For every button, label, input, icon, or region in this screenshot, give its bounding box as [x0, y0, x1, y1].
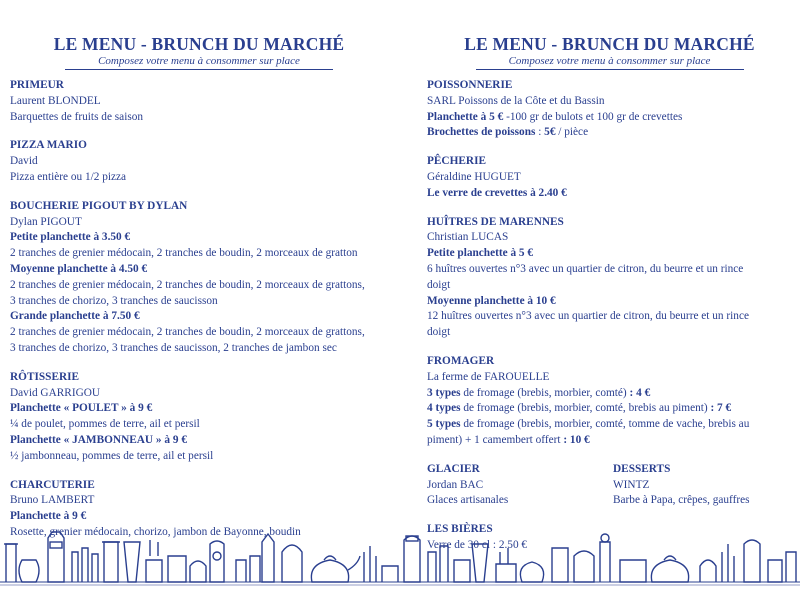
- menu-text-bold: Petite planchette à 3.50 €: [10, 231, 131, 244]
- menu-section: [10, 199, 388, 357]
- section-title: GLACIER: [427, 462, 480, 475]
- menu-section: [427, 78, 792, 141]
- menu-text: -100 gr de bulots et 100 gr de crevettes: [503, 110, 683, 123]
- menu-text: Dylan PIGOUT: [10, 215, 82, 228]
- menu-text: SARL Poissons de la Côte et du Bassin: [427, 94, 605, 107]
- menu-text: 12 huîtres ouvertes n°3 avec un quartier de citron, du beurre et un rince: [427, 310, 749, 323]
- menu-text: de fromage (brebis, morbier, comté, tomme de vache, brebis au: [460, 418, 750, 431]
- menu-text: David GARRIGOU: [10, 386, 101, 399]
- title-underline: [476, 69, 744, 70]
- menu-text: 3 tranches de chorizo, 3 tranches de saucisson: [10, 294, 218, 307]
- section-title: FROMAGER: [427, 354, 495, 367]
- menu-text: Laurent BLONDEL: [10, 94, 101, 107]
- section-title: PÊCHERIE: [427, 155, 487, 168]
- menu-text: 2 tranches de grenier médocain, 2 tranches de boudin, 2 morceaux de gratton: [10, 247, 358, 260]
- menu-text: / pièce: [555, 126, 589, 139]
- menu-title: LE MENU - BRUNCH DU MARCHÉ: [53, 34, 345, 54]
- menu-text: Géraldine HUGUET: [427, 170, 521, 183]
- menu-line: [10, 417, 388, 433]
- menu-text: Glaces artisanales: [427, 494, 509, 507]
- menu-line: [10, 449, 388, 465]
- menu-text: David: [10, 155, 38, 168]
- menu-text-bold: Planchette « JAMBONNEAU » à 9 €: [10, 433, 187, 446]
- menu-line: [427, 278, 792, 294]
- menu-text: Barbe à Papa, crêpes, gauffres: [613, 494, 750, 507]
- section-title: BOUCHERIE PIGOUT BY DYLAN: [10, 199, 188, 212]
- menu-subtitle: Composez votre menu à consommer sur place: [508, 55, 711, 67]
- menu-text: Barquettes de fruits de saison: [10, 110, 144, 123]
- section-title: PIZZA MARIO: [10, 139, 87, 152]
- menu-text-bold: : 10 €: [563, 433, 590, 446]
- menu-line: [10, 294, 388, 310]
- menu-text-bold: Le verre de crevettes à 2.40 €: [427, 186, 567, 199]
- menu-column-right: [427, 34, 792, 567]
- menu-text-bold: 5 types: [427, 418, 461, 431]
- menu-line: [427, 262, 792, 278]
- menu-line: [10, 170, 388, 186]
- menu-section: [427, 154, 792, 201]
- menu-text: doigt: [427, 278, 451, 291]
- menu-line: [10, 401, 388, 417]
- menu-text: Christian LUCAS: [427, 231, 509, 244]
- section-title: CHARCUTERIE: [10, 478, 95, 491]
- menu-text-bold: Grande planchette à 7.50 €: [10, 310, 140, 323]
- menu-text: 6 huîtres ouvertes n°3 avec un quartier de citron, du beurre et un rince: [427, 262, 744, 275]
- section-title: LES BIÈRES: [427, 523, 493, 536]
- menu-line: [427, 433, 792, 449]
- menu-line: [10, 154, 388, 170]
- menu-text-bold: Moyenne planchette à 4.50 €: [10, 262, 148, 275]
- menu-line: [427, 294, 792, 310]
- menu-section: [10, 138, 388, 185]
- section-title: HUÎTRES DE MARENNES: [427, 215, 564, 228]
- menu-line: [427, 186, 792, 202]
- menu-line: [10, 215, 388, 231]
- menu-line: [427, 478, 613, 494]
- menu-line: [10, 110, 388, 126]
- menu-text: ½ jambonneau, pommes de terre, ail et persil: [10, 449, 214, 462]
- menu-section: [427, 215, 792, 341]
- menu-line: [427, 325, 792, 341]
- menu-text-bold: : 4 €: [629, 386, 651, 399]
- menu-line: [10, 94, 388, 110]
- menu-text: 2 tranches de grenier médocain, 2 tranches de boudin, 2 morceaux de grattons,: [10, 326, 365, 339]
- menu-header-left: [10, 34, 388, 70]
- menu-text: doigt: [427, 326, 451, 339]
- section-title: POISSONNERIE: [427, 79, 513, 91]
- menu-section: [427, 354, 792, 449]
- menu-text: piment) + 1 camembert offert: [427, 433, 564, 446]
- menu-line: [10, 309, 388, 325]
- left-sections: [10, 78, 388, 541]
- menu-text: La ferme de FAROUELLE: [427, 370, 550, 383]
- menu-text: Pizza entière ou 1/2 pizza: [10, 170, 127, 183]
- menu-text: de fromage (brebis, morbier, comté, brebis au piment): [460, 402, 711, 415]
- menu-text: :: [535, 126, 545, 139]
- menu-line: [613, 493, 750, 509]
- menu-line: [10, 386, 388, 402]
- menu-text-bold: Petite planchette à 5 €: [427, 247, 534, 260]
- title-underline: [65, 69, 333, 70]
- menu-text: Verre de 30 cl : 2.50 €: [427, 538, 528, 551]
- menu-line: [10, 278, 388, 294]
- menu-line: [427, 170, 792, 186]
- section-title: RÔTISSERIE: [10, 370, 80, 383]
- menu-line: [10, 262, 388, 278]
- menu-text: Bruno LAMBERT: [10, 494, 95, 507]
- menu-line: [427, 110, 792, 126]
- menu-line: [427, 401, 792, 417]
- section-title: PRIMEUR: [10, 79, 64, 91]
- menu-text: 3 tranches de chorizo, 3 tranches de saucisson, 2 tranches de jambon sec: [10, 341, 337, 354]
- menu-line: [427, 246, 792, 262]
- menu-text-bold: : 7 €: [710, 402, 732, 415]
- menu-line: [427, 230, 792, 246]
- menu-text-bold: 5€: [544, 126, 556, 139]
- menu-section: [613, 462, 750, 509]
- menu-line: [427, 309, 792, 325]
- menu-line: [613, 478, 750, 494]
- menu-text: ¼ de poulet, pommes de terre, ail et persil: [10, 418, 200, 431]
- menu-section: [10, 78, 388, 125]
- menu-text-bold: Planchette à 9 €: [10, 510, 87, 523]
- menu-line: [10, 246, 388, 262]
- menu-text: Rosette, grenier médocain, chorizo, jambon de Bayonne, boudin: [10, 525, 301, 538]
- menu-text: de fromage (brebis, morbier, comté): [460, 386, 630, 399]
- menu-text-bold: Brochettes de poissons: [427, 126, 536, 139]
- menu-line: [427, 94, 792, 110]
- menu-line: [10, 433, 388, 449]
- menu-section: [427, 462, 613, 509]
- menu-section: [10, 370, 388, 465]
- menu-line: [427, 125, 792, 141]
- menu-line: [10, 230, 388, 246]
- menu-line: [427, 386, 792, 402]
- menu-text: WINTZ: [613, 478, 650, 491]
- menu-subtitle: Composez votre menu à consommer sur place: [98, 55, 300, 67]
- right-sections: [427, 78, 792, 449]
- menu-line: [427, 493, 613, 509]
- menu-text: Jordan BAC: [427, 478, 484, 491]
- menu-line: [10, 325, 388, 341]
- menu-line: [427, 417, 792, 433]
- menu-text-bold: Planchette « POULET » à 9 €: [10, 402, 153, 415]
- menu-text-bold: 3 types: [427, 386, 461, 399]
- menu-text-bold: Planchette à 5 €: [427, 110, 504, 123]
- menu-title: LE MENU - BRUNCH DU MARCHÉ: [464, 34, 755, 54]
- menu-column-left: [10, 34, 388, 554]
- menu-text: 2 tranches de grenier médocain, 2 tranches de boudin, 2 morceaux de grattons,: [10, 278, 365, 291]
- menu-line: [10, 341, 388, 357]
- menu-text-bold: Moyenne planchette à 10 €: [427, 294, 556, 307]
- menu-line: [10, 493, 388, 509]
- menu-text-bold: 4 types: [427, 402, 461, 415]
- menu-line: [427, 370, 792, 386]
- kitchen-utensils-illustration: [0, 512, 800, 600]
- section-title: DESSERTS: [613, 462, 671, 475]
- menu-header-right: [427, 34, 792, 70]
